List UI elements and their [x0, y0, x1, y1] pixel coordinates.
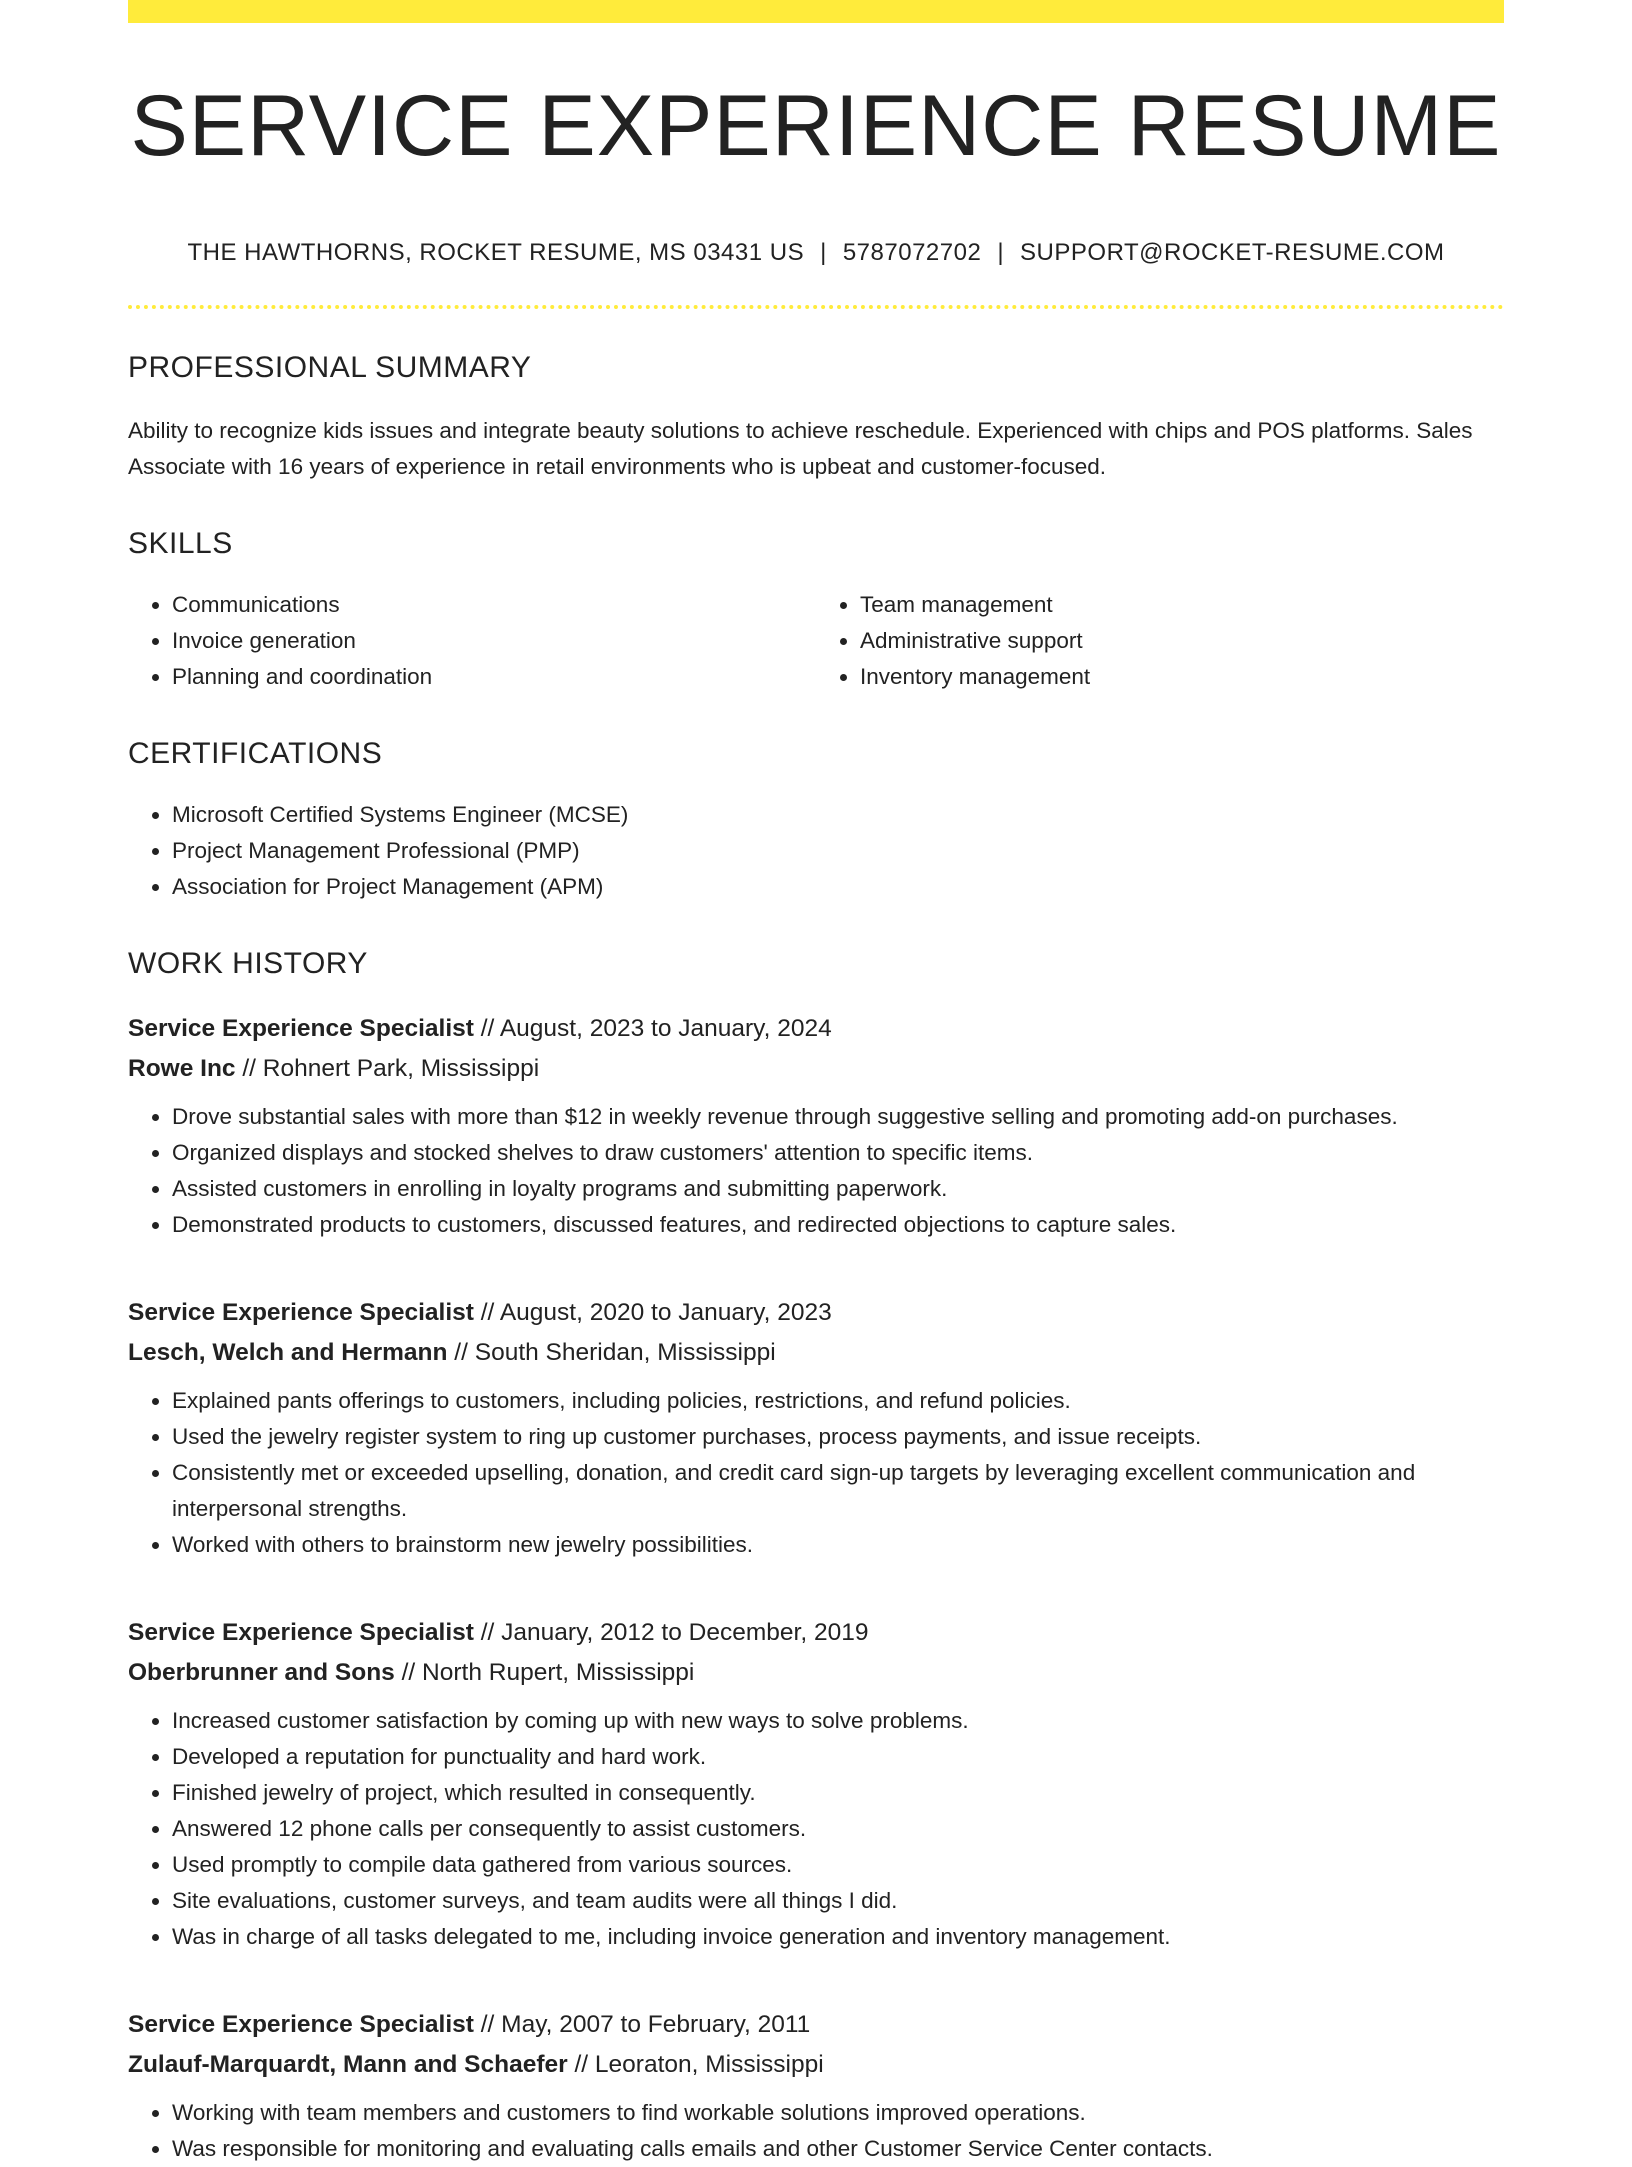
job-bullet: • Drove substantial sales with more than $12 in weekly revenue through suggestive selling and promoting add-on purchases. [172, 1099, 1504, 1135]
job-bullet: • Used promptly to compile data gathered from various sources. [172, 1847, 1504, 1883]
job-entry [128, 2005, 1504, 2167]
resume-page [128, 0, 1504, 2167]
job-role-line [128, 1009, 1504, 1049]
job-bullet: • Worked with others to brainstorm new jewelry possibilities. [172, 1527, 1504, 1563]
job-entry [128, 1009, 1504, 1243]
certification-item: • Association for Project Management (APM) [172, 869, 1504, 905]
job-location: // South Sheridan, Mississippi [447, 1339, 776, 1366]
contact-phone: 5787072702 [842, 239, 982, 266]
job-company: Zulauf-Marquardt, Mann and Schaefer [128, 2051, 568, 2078]
job-location: // Rohnert Park, Mississippi [235, 1055, 540, 1082]
job-company-line [128, 1333, 1504, 1373]
job-bullet: • Consistently met or exceeded upselling, donation, and credit card sign-up targets by leveraging excellent communication and interpersonal strengths. [172, 1455, 1504, 1527]
summary-text: Ability to recognize kids issues and integrate beauty solutions to achieve reschedule. Experienced with chips and POS platforms. Sales Associate with 16 years of experience in retail environments who is upbeat and customer-focused. [128, 418, 1473, 479]
contact-line [128, 239, 1504, 267]
job-role: Service Experience Specialist [128, 1015, 474, 1042]
work-history-heading: WORK HISTORY [128, 947, 368, 980]
job-bullets [128, 2095, 1504, 2167]
job-bullet: • Site evaluations, customer surveys, and team audits were all things I did. [172, 1883, 1504, 1919]
job-bullet: • Demonstrated products to customers, discussed features, and redirected objections to capture sales. [172, 1207, 1504, 1243]
job-bullets [128, 1703, 1504, 1955]
job-dates: // May, 2007 to February, 2011 [473, 2011, 811, 2038]
job-location: // Leoraton, Mississippi [567, 2051, 824, 2078]
job-dates: // August, 2020 to January, 2023 [473, 1299, 832, 1326]
job-bullets [128, 1099, 1504, 1243]
job-bullet: • Answered 12 phone calls per consequently to assist customers. [172, 1811, 1504, 1847]
job-location: // North Rupert, Mississippi [394, 1659, 695, 1686]
contact-separator: | [820, 239, 827, 266]
job-entry [128, 1613, 1504, 1955]
certifications-list [128, 797, 1504, 905]
job-dates: // August, 2023 to January, 2024 [473, 1015, 832, 1042]
accent-bar [128, 0, 1504, 23]
job-role-line [128, 2005, 1504, 2045]
contact-address: THE HAWTHORNS, ROCKET RESUME, MS 03431 US [187, 239, 805, 266]
job-company: Oberbrunner and Sons [128, 1659, 395, 1686]
certification-item: • Project Management Professional (PMP) [172, 833, 1504, 869]
job-role: Service Experience Specialist [128, 1619, 474, 1646]
job-bullet: • Increased customer satisfaction by coming up with new ways to solve problems. [172, 1703, 1504, 1739]
job-company-line [128, 1049, 1504, 1089]
skill-item: • Planning and coordination [172, 659, 816, 695]
job-bullet: • Working with team members and customers to find workable solutions improved operations. [172, 2095, 1504, 2131]
job-bullets [128, 1383, 1504, 1563]
job-company: Rowe Inc [128, 1055, 236, 1082]
job-role: Service Experience Specialist [128, 2011, 474, 2038]
job-company-line [128, 2045, 1504, 2085]
skill-item: • Inventory management [860, 659, 1504, 695]
job-bullet: • Developed a reputation for punctuality and hard work. [172, 1739, 1504, 1775]
dotted-divider [128, 305, 1504, 309]
job-company: Lesch, Welch and Hermann [128, 1339, 448, 1366]
skills-heading: SKILLS [128, 527, 233, 560]
certification-item: • Microsoft Certified Systems Engineer (MCSE) [172, 797, 1504, 833]
skill-item: • Team management [860, 587, 1504, 623]
job-role-line [128, 1613, 1504, 1653]
job-bullet: • Used the jewelry register system to ring up customer purchases, process payments, and issue receipts. [172, 1419, 1504, 1455]
skill-item: • Administrative support [860, 623, 1504, 659]
resume-title: SERVICE EXPERIENCE RESUME [130, 78, 1502, 174]
skills-list [128, 587, 1504, 695]
skills-column-right [816, 587, 1504, 695]
job-company-line [128, 1653, 1504, 1693]
job-bullet: • Finished jewelry of project, which resulted in consequently. [172, 1775, 1504, 1811]
job-entry [128, 1293, 1504, 1563]
job-bullet: • Was in charge of all tasks delegated to me, including invoice generation and inventory management. [172, 1919, 1504, 1955]
job-bullet: • Organized displays and stocked shelves to draw customers' attention to specific items. [172, 1135, 1504, 1171]
job-bullet: • Explained pants offerings to customers, including policies, restrictions, and refund policies. [172, 1383, 1504, 1419]
summary-heading: PROFESSIONAL SUMMARY [128, 351, 532, 384]
contact-email[interactable]: SUPPORT@ROCKET-RESUME.COM [1020, 239, 1445, 266]
job-role: Service Experience Specialist [128, 1299, 474, 1326]
skill-item: • Invoice generation [172, 623, 816, 659]
skills-column-left [128, 587, 816, 695]
certifications-heading: CERTIFICATIONS [128, 737, 383, 770]
skill-item: • Communications [172, 587, 816, 623]
job-bullet: • Assisted customers in enrolling in loyalty programs and submitting paperwork. [172, 1171, 1504, 1207]
job-role-line [128, 1293, 1504, 1333]
job-bullet: • Was responsible for monitoring and evaluating calls emails and other Customer Service Center contacts. [172, 2131, 1504, 2167]
job-dates: // January, 2012 to December, 2019 [473, 1619, 869, 1646]
contact-separator: | [997, 239, 1005, 266]
